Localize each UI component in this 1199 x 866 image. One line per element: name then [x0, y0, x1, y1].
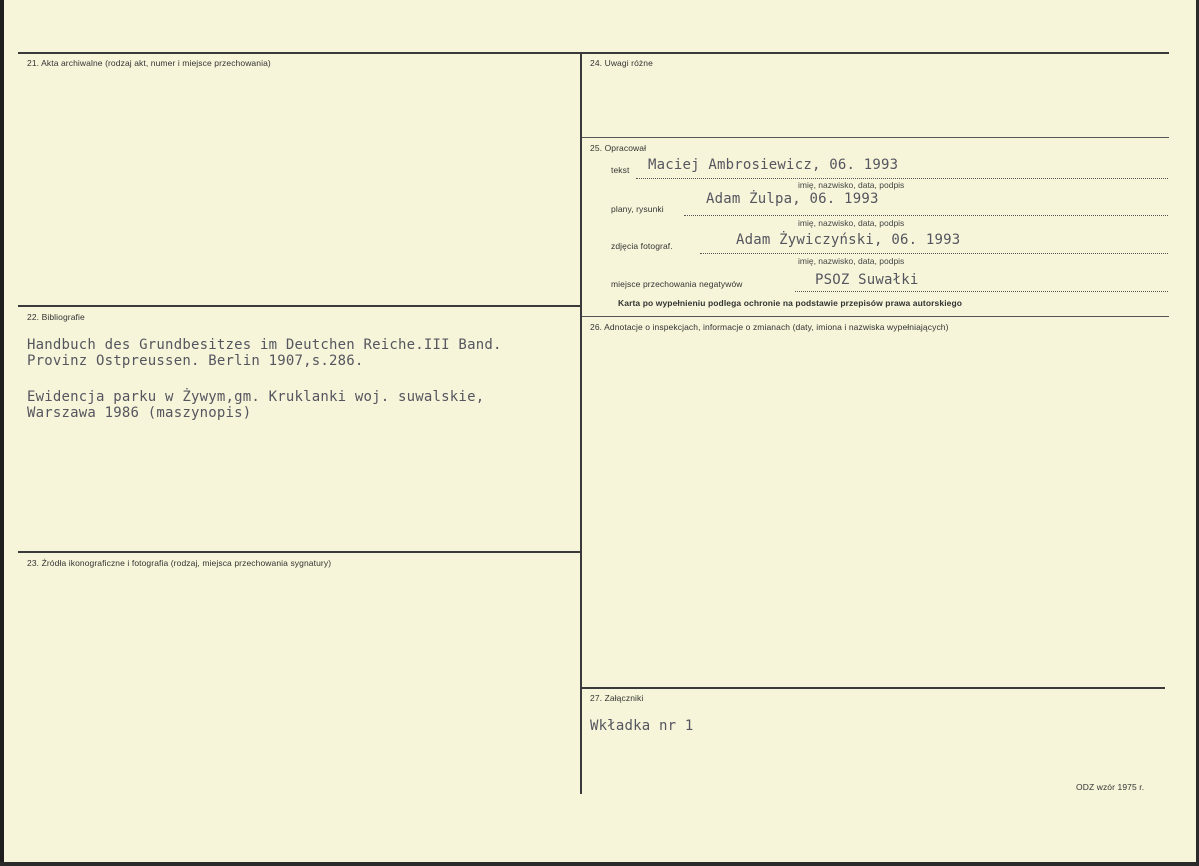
rule-25	[582, 137, 1169, 138]
field-plany-label: plany, rysunki	[611, 204, 664, 214]
field-zdjecia-value: Adam Żywiczyński, 06. 1993	[736, 232, 961, 248]
rule-27	[582, 687, 1165, 689]
top-rule-left	[18, 52, 580, 54]
left-edge	[0, 0, 4, 866]
field-tekst-caption: imię, nazwisko, data, podpis	[798, 180, 905, 190]
section-24-label: 24. Uwagi różne	[590, 58, 653, 68]
copyright-notice: Karta po wypełnieniu podlega ochronie na podstawie przepisów prawa autorskiego	[618, 298, 963, 308]
rule-26	[582, 316, 1169, 317]
bibliography-line: Provinz Ostpreussen. Berlin 1907,s.286.	[27, 353, 364, 369]
field-negatywy-line	[795, 291, 1168, 292]
section-25-label: 25. Opracował	[590, 143, 647, 153]
field-plany-value: Adam Żulpa, 06. 1993	[706, 191, 879, 207]
bibliography-line: Warszawa 1986 (maszynopis)	[27, 405, 252, 421]
section-21-label: 21. Akta archiwalne (rodzaj akt, numer i miejsce przechowania)	[27, 58, 271, 68]
field-plany-line	[684, 215, 1168, 216]
field-plany-caption: imię, nazwisko, data, podpis	[798, 218, 905, 228]
field-zdjecia-label: zdjęcia fotograf.	[611, 241, 673, 251]
field-tekst-value: Maciej Ambrosiewicz, 06. 1993	[648, 157, 899, 173]
rule-22	[18, 305, 580, 307]
section-26-label: 26. Adnotacje o inspekcjach, informacje o zmianach (daty, imiona i nazwiska wypełniających)	[590, 322, 949, 332]
rule-23	[18, 551, 580, 553]
bottom-edge	[0, 862, 1199, 866]
section-27-label: 27. Załączniki	[590, 693, 644, 703]
attachment-value: Wkładka nr 1	[590, 718, 694, 734]
form-model: ODZ wzór 1975 r.	[1076, 782, 1145, 792]
bibliography-line: Ewidencja parku w Żywym,gm. Kruklanki woj. suwalskie,	[27, 389, 485, 405]
field-negatywy-label: miejsce przechowania negatywów	[611, 279, 743, 289]
field-zdjecia-line	[700, 253, 1168, 254]
section-23-label: 23. Źródła ikonograficzne i fotografia (rodzaj, miejsca przechowania sygnatury)	[27, 558, 332, 568]
field-tekst-label: tekst	[611, 165, 630, 175]
top-rule-right	[582, 52, 1169, 54]
bibliography-line: Handbuch des Grundbesitzes im Deutchen Reiche.III Band.	[27, 337, 502, 353]
field-negatywy-value: PSOZ Suwałki	[815, 272, 919, 288]
field-tekst-line	[636, 178, 1168, 179]
field-zdjecia-caption: imię, nazwisko, data, podpis	[798, 256, 905, 266]
section-22-label: 22. Bibliografie	[27, 312, 85, 322]
center-divider	[580, 52, 582, 794]
